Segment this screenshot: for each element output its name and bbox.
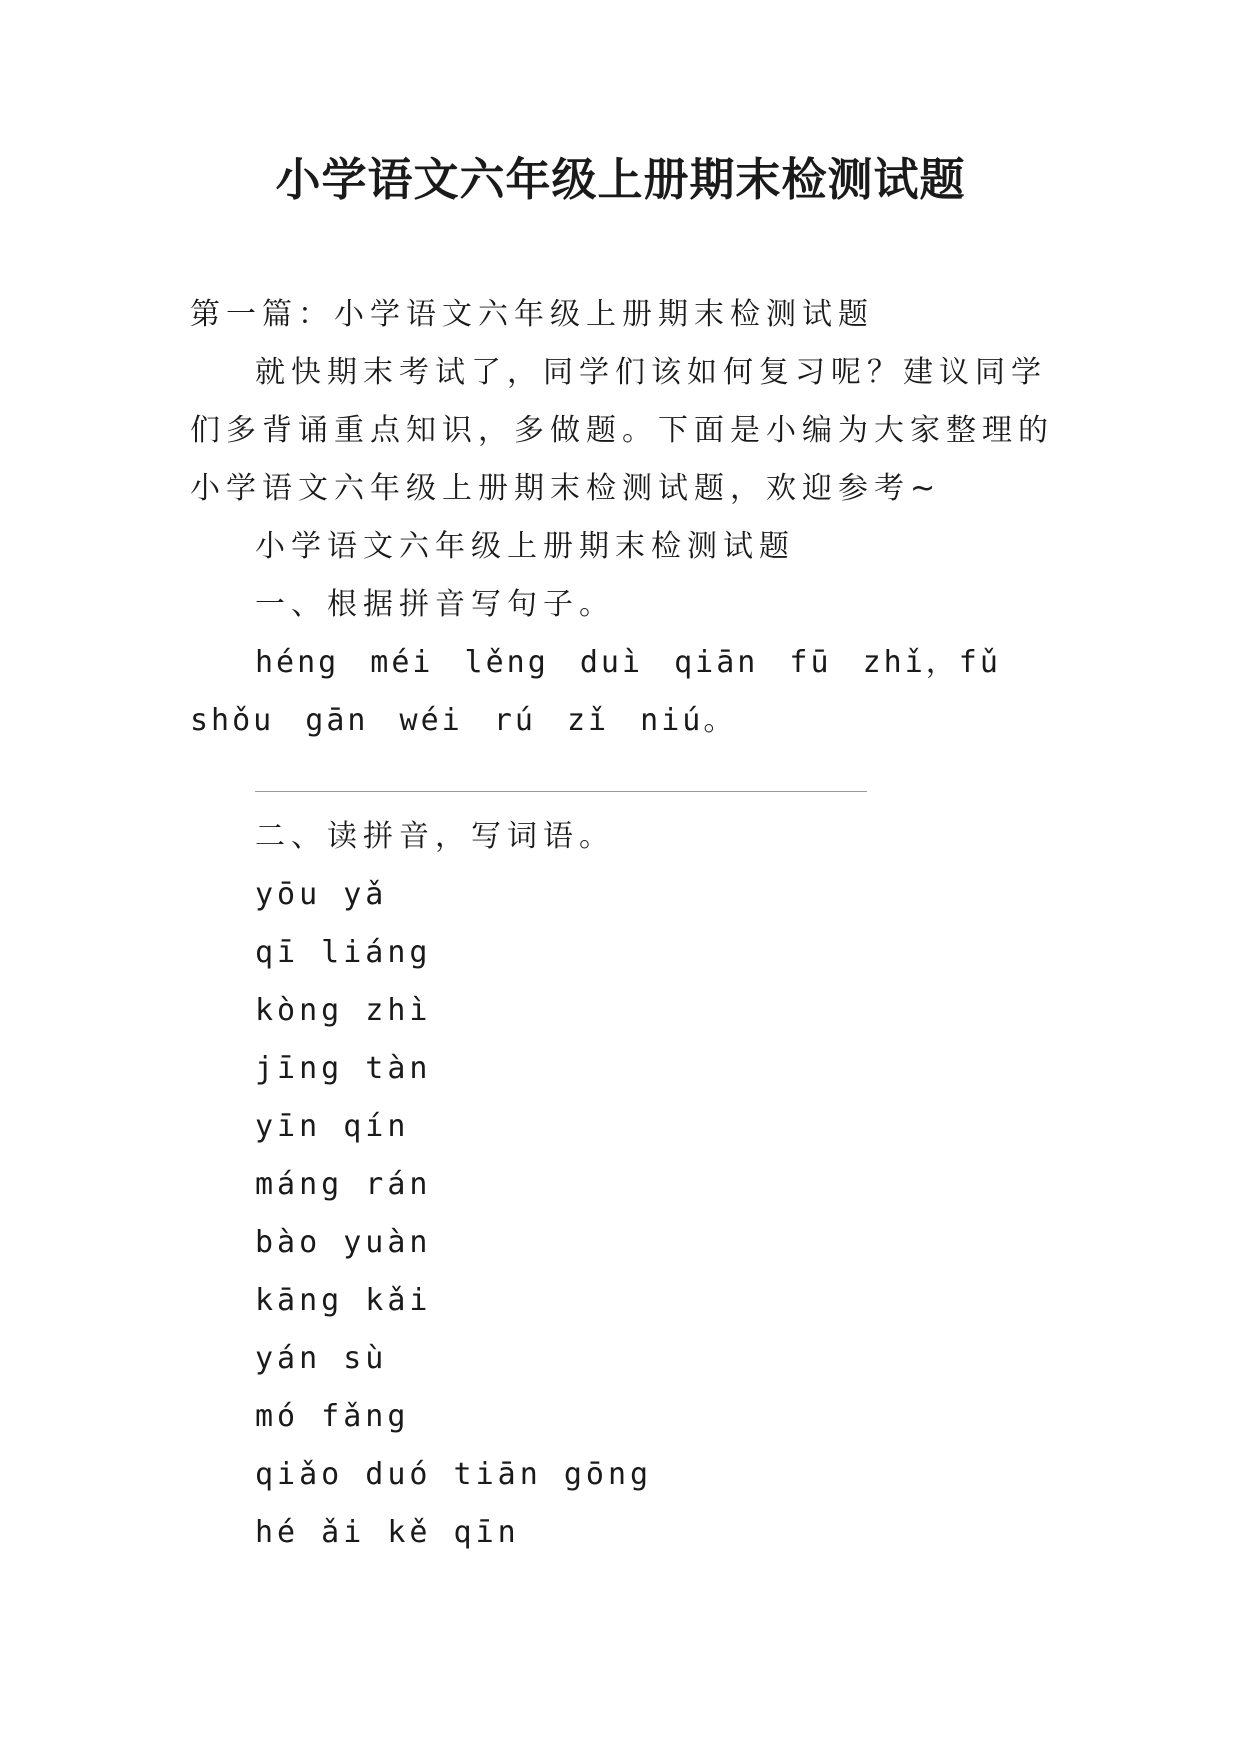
section-1-heading: 一、根据拼音写句子。 <box>255 587 615 622</box>
pinyin-word: yán sù <box>255 1341 388 1376</box>
chapter-heading: 第一篇：小学语文六年级上册期末检测试题 <box>190 297 874 332</box>
pinyin-word: yīn qín <box>255 1109 410 1144</box>
pinyin-word: jīng tàn <box>255 1051 432 1086</box>
pinyin-word: máng rán <box>255 1167 432 1202</box>
section-2-heading: 二、读拼音，写词语。 <box>255 819 615 854</box>
section-1-pinyin-sentence: héng méi lěng duì qiān fū zhǐ，fǔ shǒu gān wéi rú zǐ niú。 <box>190 645 1001 738</box>
document-body <box>190 286 1062 1562</box>
pinyin-word: kāng kǎi <box>255 1283 432 1318</box>
answer-line <box>190 750 1062 808</box>
pinyin-word: qī liáng <box>255 935 432 970</box>
pinyin-word: yōu yǎ <box>255 877 388 912</box>
pinyin-word-list <box>190 866 1062 1562</box>
sub-title: 小学语文六年级上册期末检测试题 <box>255 529 795 564</box>
pinyin-word: mó fǎng <box>255 1399 410 1434</box>
pinyin-word: bào yuàn <box>255 1225 432 1260</box>
pinyin-word: kòng zhì <box>255 993 432 1028</box>
pinyin-word: hé ǎi kě qīn <box>255 1515 520 1550</box>
document-title: 小学语文六年级上册期末检测试题 <box>275 153 966 206</box>
pinyin-word: qiǎo duó tiān gōng <box>255 1457 653 1492</box>
answer-underline <box>255 791 867 792</box>
intro-paragraph: 就快期末考试了，同学们该如何复习呢？建议同学们多背诵重点知识，多做题。下面是小编为大家整理的小学语文六年级上册期末检测试题，欢迎参考~ <box>190 355 1054 506</box>
